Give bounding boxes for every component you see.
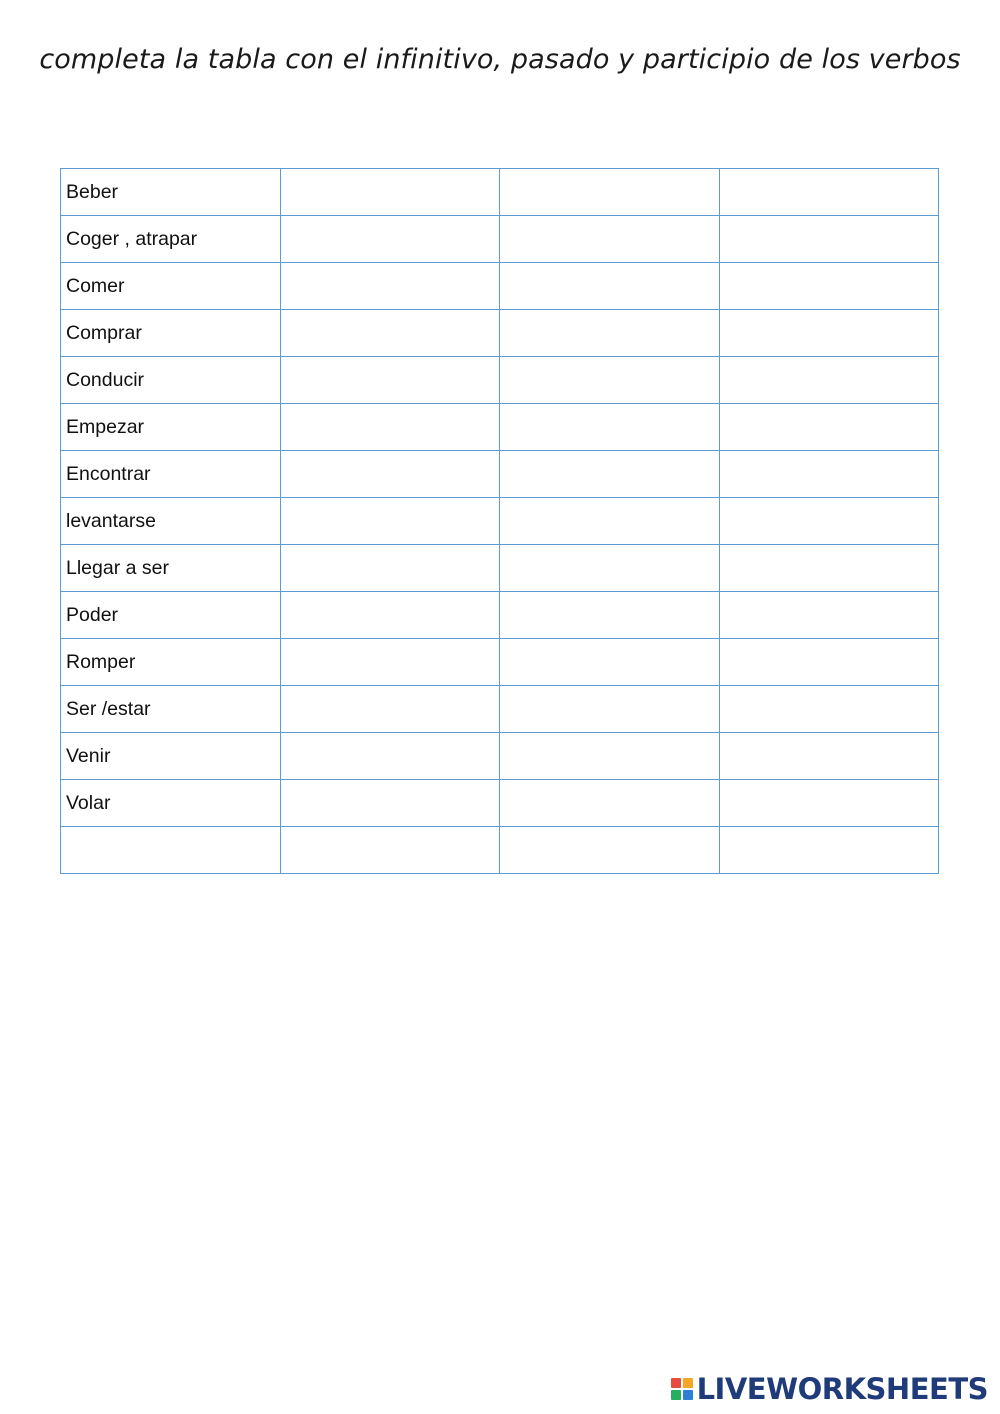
answer-cell[interactable] [280, 169, 500, 216]
answer-cell[interactable] [280, 686, 500, 733]
answer-cell[interactable] [719, 263, 939, 310]
liveworksheets-brand [671, 1372, 988, 1406]
table-row [61, 404, 939, 451]
table-row [61, 357, 939, 404]
answer-cell[interactable] [719, 827, 939, 874]
verb-table [60, 168, 939, 874]
verb-cell: Venir [61, 733, 281, 780]
answer-cell[interactable] [719, 310, 939, 357]
answer-cell[interactable] [280, 451, 500, 498]
answer-cell[interactable] [719, 592, 939, 639]
answer-cell[interactable] [280, 827, 500, 874]
answer-cell[interactable] [719, 780, 939, 827]
answer-cell[interactable] [719, 357, 939, 404]
answer-cell[interactable] [500, 780, 720, 827]
answer-cell[interactable] [280, 216, 500, 263]
verb-cell: Coger , atrapar [61, 216, 281, 263]
logo-square [671, 1390, 681, 1400]
answer-cell[interactable] [500, 451, 720, 498]
answer-cell[interactable] [500, 216, 720, 263]
table-row [61, 169, 939, 216]
answer-cell[interactable] [280, 498, 500, 545]
answer-cell[interactable] [280, 733, 500, 780]
answer-cell[interactable] [500, 357, 720, 404]
table-row [61, 216, 939, 263]
answer-cell[interactable] [719, 169, 939, 216]
verb-table-body [61, 169, 939, 874]
answer-cell[interactable] [500, 686, 720, 733]
table-row [61, 545, 939, 592]
verb-cell [61, 827, 281, 874]
verb-cell: Volar [61, 780, 281, 827]
answer-cell[interactable] [500, 827, 720, 874]
answer-cell[interactable] [500, 169, 720, 216]
logo-square [683, 1378, 693, 1388]
answer-cell[interactable] [719, 545, 939, 592]
verb-cell: levantarse [61, 498, 281, 545]
table-row [61, 733, 939, 780]
answer-cell[interactable] [500, 404, 720, 451]
answer-cell[interactable] [280, 639, 500, 686]
answer-cell[interactable] [500, 639, 720, 686]
answer-cell[interactable] [500, 310, 720, 357]
verb-cell: Poder [61, 592, 281, 639]
verb-cell: Llegar a ser [61, 545, 281, 592]
table-row [61, 686, 939, 733]
table-row [61, 310, 939, 357]
table-row [61, 263, 939, 310]
answer-cell[interactable] [280, 310, 500, 357]
answer-cell[interactable] [280, 592, 500, 639]
verb-cell: Ser /estar [61, 686, 281, 733]
verb-cell: Comer [61, 263, 281, 310]
worksheet-title: completa la tabla con el infinitivo, pasado y participio de los verbos [39, 44, 961, 75]
table-row [61, 827, 939, 874]
table-row [61, 592, 939, 639]
verb-cell: Conducir [61, 357, 281, 404]
answer-cell[interactable] [500, 592, 720, 639]
liveworksheets-logo-icon [671, 1378, 693, 1400]
answer-cell[interactable] [500, 733, 720, 780]
table-row [61, 780, 939, 827]
logo-square [671, 1378, 681, 1388]
table-row [61, 639, 939, 686]
answer-cell[interactable] [719, 451, 939, 498]
answer-cell[interactable] [719, 639, 939, 686]
brand-text: LIVEWORKSHEETS [696, 1372, 988, 1406]
answer-cell[interactable] [719, 404, 939, 451]
verb-cell: Comprar [61, 310, 281, 357]
answer-cell[interactable] [280, 545, 500, 592]
answer-cell[interactable] [719, 216, 939, 263]
answer-cell[interactable] [280, 780, 500, 827]
answer-cell[interactable] [719, 498, 939, 545]
table-row [61, 498, 939, 545]
verb-cell: Romper [61, 639, 281, 686]
answer-cell[interactable] [500, 545, 720, 592]
verb-cell: Empezar [61, 404, 281, 451]
answer-cell[interactable] [500, 498, 720, 545]
answer-cell[interactable] [280, 263, 500, 310]
verb-cell: Beber [61, 169, 281, 216]
answer-cell[interactable] [280, 357, 500, 404]
answer-cell[interactable] [719, 733, 939, 780]
answer-cell[interactable] [719, 686, 939, 733]
answer-cell[interactable] [280, 404, 500, 451]
verb-cell: Encontrar [61, 451, 281, 498]
logo-square [683, 1390, 693, 1400]
answer-cell[interactable] [500, 263, 720, 310]
table-row [61, 451, 939, 498]
